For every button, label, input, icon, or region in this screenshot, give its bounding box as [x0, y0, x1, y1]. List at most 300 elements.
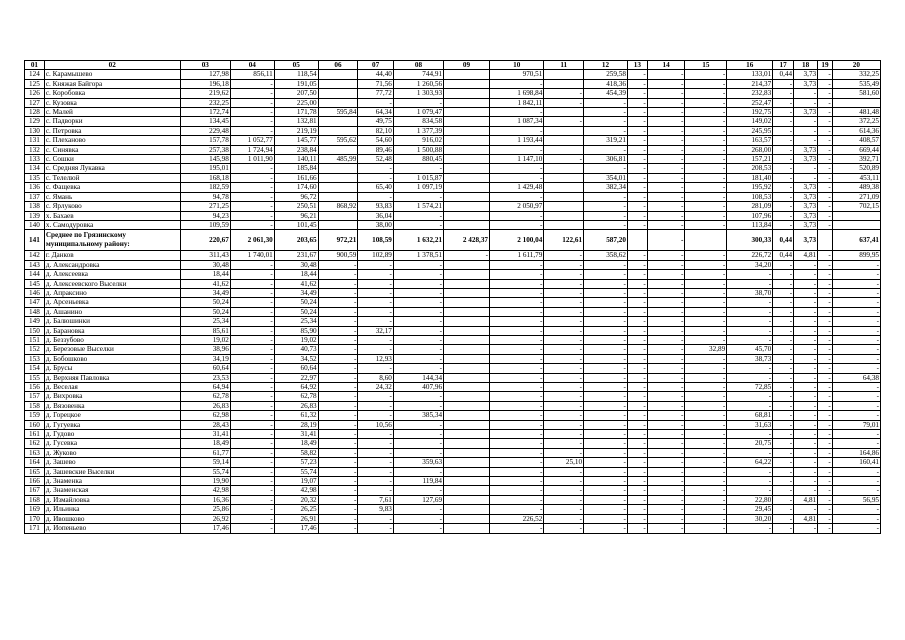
value-cell: - — [318, 354, 358, 363]
value-cell: - — [818, 220, 833, 229]
value-cell: 157,21 — [727, 155, 773, 164]
value-cell — [318, 98, 358, 107]
table-row — [25, 524, 881, 533]
value-cell: - — [647, 307, 685, 316]
value-cell: - — [794, 288, 818, 297]
value-cell: - — [544, 448, 584, 457]
value-cell: 30,20 — [727, 514, 773, 523]
table-row — [25, 354, 881, 363]
value-cell: 238,84 — [274, 145, 318, 154]
value-cell: - — [393, 505, 443, 514]
value-cell: - — [230, 505, 274, 514]
value-cell: - — [584, 202, 628, 211]
value-cell: - — [685, 270, 727, 279]
value-cell: 127,98 — [180, 70, 230, 79]
value-cell: 182,59 — [180, 183, 230, 192]
value-cell: - — [584, 354, 628, 363]
row-number-cell: 141 — [25, 230, 45, 251]
value-cell: - — [794, 270, 818, 279]
value-cell: - — [647, 220, 685, 229]
value-cell: 19,02 — [180, 335, 230, 344]
value-cell: 14 — [647, 61, 685, 70]
value-cell: - — [773, 98, 794, 107]
value-cell: - — [393, 420, 443, 429]
table-row — [25, 495, 881, 504]
value-cell: - — [727, 477, 773, 486]
row-number-cell: 132 — [25, 145, 45, 154]
value-cell: - — [647, 164, 685, 173]
locality-name-cell: д. Зашевские Выселки — [44, 467, 180, 476]
value-cell: 1 079,47 — [393, 108, 443, 117]
value-cell: - — [647, 430, 685, 439]
value-cell: 168,18 — [180, 173, 230, 182]
value-cell — [444, 260, 490, 269]
value-cell: - — [490, 420, 544, 429]
value-cell: - — [647, 155, 685, 164]
value-cell: 133,01 — [727, 70, 773, 79]
locality-name-cell: с. Карамышево — [44, 70, 180, 79]
table-row — [25, 155, 881, 164]
row-number-cell: 147 — [25, 298, 45, 307]
value-cell: 38,00 — [358, 220, 394, 229]
value-cell: - — [230, 220, 274, 229]
value-cell: 13 — [627, 61, 647, 70]
value-cell: - — [627, 458, 647, 467]
value-cell: - — [358, 345, 394, 354]
value-cell: 24,32 — [358, 383, 394, 392]
value-cell: - — [490, 108, 544, 117]
value-cell: - — [832, 364, 880, 373]
value-cell: - — [773, 401, 794, 410]
value-cell: 79,01 — [832, 420, 880, 429]
locality-name-cell: д. Барановка — [44, 326, 180, 335]
value-cell: - — [393, 317, 443, 326]
value-cell — [444, 401, 490, 410]
value-cell: 85,90 — [274, 326, 318, 335]
value-cell: - — [627, 173, 647, 182]
value-cell: - — [647, 467, 685, 476]
value-cell: - — [685, 411, 727, 420]
table-row — [25, 373, 881, 382]
row-number-cell: 164 — [25, 458, 45, 467]
value-cell: - — [773, 495, 794, 504]
value-cell: - — [647, 373, 685, 382]
value-cell: - — [818, 317, 833, 326]
value-cell: - — [818, 211, 833, 220]
value-cell: 19,90 — [180, 477, 230, 486]
value-cell: - — [647, 79, 685, 88]
value-cell: - — [358, 298, 394, 307]
value-cell: 1 500,88 — [393, 145, 443, 154]
locality-name-cell: д. Бобошково — [44, 354, 180, 363]
value-cell: 1 377,39 — [393, 126, 443, 135]
value-cell: 8,60 — [358, 373, 394, 382]
value-cell: - — [490, 430, 544, 439]
value-cell: 195,01 — [180, 164, 230, 173]
value-cell: - — [544, 392, 584, 401]
row-number-cell: 156 — [25, 383, 45, 392]
value-cell: - — [627, 279, 647, 288]
value-cell: - — [818, 270, 833, 279]
locality-name-cell: д. Знаменка — [44, 477, 180, 486]
value-cell: 127,69 — [393, 495, 443, 504]
table-row — [25, 477, 881, 486]
value-cell: - — [832, 326, 880, 335]
row-number-cell: 158 — [25, 401, 45, 410]
value-cell: 231,67 — [274, 251, 318, 260]
value-cell: - — [584, 505, 628, 514]
row-number-cell: 160 — [25, 420, 45, 429]
value-cell: - — [818, 495, 833, 504]
value-cell: - — [318, 373, 358, 382]
value-cell: 453,11 — [832, 173, 880, 182]
value-cell: - — [647, 495, 685, 504]
value-cell: - — [584, 270, 628, 279]
locality-name-cell: д. Балюшинки — [44, 317, 180, 326]
value-cell: 1 097,19 — [393, 183, 443, 192]
value-cell: - — [230, 439, 274, 448]
value-cell — [444, 326, 490, 335]
value-cell: - — [685, 420, 727, 429]
locality-name-cell: х. Бахаев — [44, 211, 180, 220]
value-cell — [444, 117, 490, 126]
value-cell: - — [832, 401, 880, 410]
value-cell: - — [794, 354, 818, 363]
row-number-cell: 146 — [25, 288, 45, 297]
value-cell: 281,09 — [727, 202, 773, 211]
row-number-cell: 126 — [25, 89, 45, 98]
value-cell: - — [685, 79, 727, 88]
value-cell: - — [832, 439, 880, 448]
value-cell: - — [685, 298, 727, 307]
value-cell: - — [647, 89, 685, 98]
value-cell: - — [818, 448, 833, 457]
value-cell: - — [584, 260, 628, 269]
value-cell: - — [544, 401, 584, 410]
value-cell: 108,53 — [727, 192, 773, 201]
value-cell: - — [627, 524, 647, 533]
value-cell: - — [685, 514, 727, 523]
value-cell: - — [818, 335, 833, 344]
value-cell: - — [358, 173, 394, 182]
value-cell: - — [318, 467, 358, 476]
value-cell: - — [647, 230, 685, 251]
value-cell — [544, 211, 584, 220]
table-row — [25, 458, 881, 467]
value-cell: - — [627, 164, 647, 173]
value-cell: - — [490, 220, 544, 229]
value-cell: 268,00 — [727, 145, 773, 154]
value-cell: 834,58 — [393, 117, 443, 126]
value-cell: - — [318, 383, 358, 392]
value-cell: - — [230, 392, 274, 401]
value-cell: - — [490, 288, 544, 297]
value-cell: - — [318, 420, 358, 429]
value-cell — [444, 108, 490, 117]
value-cell: - — [818, 136, 833, 145]
value-cell: - — [318, 288, 358, 297]
value-cell: 300,33 — [727, 230, 773, 251]
table-row — [25, 183, 881, 192]
value-cell: 252,47 — [727, 98, 773, 107]
value-cell: - — [230, 335, 274, 344]
value-cell: - — [490, 145, 544, 154]
value-cell: - — [318, 401, 358, 410]
locality-name-cell: д. Иопеньево — [44, 524, 180, 533]
value-cell: 60,64 — [274, 364, 318, 373]
table-row — [25, 117, 881, 126]
value-cell: - — [358, 486, 394, 495]
value-cell: - — [318, 392, 358, 401]
value-cell: 581,60 — [832, 89, 880, 98]
value-cell — [627, 230, 647, 251]
value-cell: - — [818, 401, 833, 410]
value-cell: - — [794, 279, 818, 288]
value-cell: - — [794, 307, 818, 316]
value-cell: - — [230, 364, 274, 373]
locality-name-cell: с. Коробовка — [44, 89, 180, 98]
value-cell: - — [773, 448, 794, 457]
value-cell: 3,73 — [794, 183, 818, 192]
value-cell: - — [727, 279, 773, 288]
row-number-cell: 154 — [25, 364, 45, 373]
value-cell: 32,17 — [358, 326, 394, 335]
value-cell: 18,44 — [180, 270, 230, 279]
value-cell: - — [818, 439, 833, 448]
value-cell: - — [584, 411, 628, 420]
row-number-cell: 166 — [25, 477, 45, 486]
value-cell: - — [490, 79, 544, 88]
value-cell: - — [230, 373, 274, 382]
table-row — [25, 251, 881, 260]
value-cell: - — [794, 98, 818, 107]
value-cell: - — [490, 411, 544, 420]
value-cell: 972,21 — [318, 230, 358, 251]
value-cell: - — [627, 373, 647, 382]
value-cell: - — [318, 307, 358, 316]
table-row — [25, 164, 881, 173]
value-cell: - — [647, 270, 685, 279]
value-cell: - — [685, 477, 727, 486]
value-cell: - — [773, 420, 794, 429]
value-cell: - — [393, 298, 443, 307]
value-cell: 11 — [544, 61, 584, 70]
value-cell: 56,95 — [832, 495, 880, 504]
value-cell: - — [318, 326, 358, 335]
value-cell: 07 — [358, 61, 394, 70]
value-cell: 140,11 — [274, 155, 318, 164]
value-cell: 09 — [444, 61, 490, 70]
value-cell: - — [773, 505, 794, 514]
value-cell: - — [584, 164, 628, 173]
value-cell: - — [230, 458, 274, 467]
value-cell: 68,81 — [727, 411, 773, 420]
value-cell: - — [490, 401, 544, 410]
value-cell: 900,59 — [318, 251, 358, 260]
value-cell: - — [818, 307, 833, 316]
value-cell: - — [773, 89, 794, 98]
value-cell: - — [318, 458, 358, 467]
row-number-cell: 131 — [25, 136, 45, 145]
value-cell: - — [230, 260, 274, 269]
value-cell: - — [544, 467, 584, 476]
value-cell — [318, 173, 358, 182]
value-cell: 08 — [393, 61, 443, 70]
value-cell: - — [393, 307, 443, 316]
locality-name-cell: Среднее по Грязинскому муниципальному району: — [44, 230, 180, 251]
value-cell: 1 574,21 — [393, 202, 443, 211]
value-cell — [444, 486, 490, 495]
table-row — [25, 335, 881, 344]
value-cell: - — [727, 467, 773, 476]
row-number-cell: 127 — [25, 98, 45, 107]
value-cell: - — [647, 70, 685, 79]
value-cell: 25,34 — [180, 317, 230, 326]
value-cell: 614,36 — [832, 126, 880, 135]
value-cell: - — [685, 251, 727, 260]
value-cell: - — [358, 411, 394, 420]
value-cell: - — [818, 126, 833, 135]
value-cell: - — [544, 354, 584, 363]
value-cell: - — [393, 430, 443, 439]
value-cell: - — [358, 430, 394, 439]
value-cell: - — [647, 335, 685, 344]
value-cell — [544, 136, 584, 145]
locality-name-cell: д. Гусевка — [44, 439, 180, 448]
value-cell: - — [584, 145, 628, 154]
value-cell: - — [584, 326, 628, 335]
value-cell: - — [647, 420, 685, 429]
value-cell: - — [685, 70, 727, 79]
value-cell: - — [393, 98, 443, 107]
value-cell: - — [584, 467, 628, 476]
value-cell: - — [794, 486, 818, 495]
value-cell — [444, 420, 490, 429]
value-cell: - — [230, 411, 274, 420]
value-cell: - — [685, 364, 727, 373]
value-cell: 102,89 — [358, 251, 394, 260]
value-cell: - — [358, 524, 394, 533]
value-cell: - — [584, 279, 628, 288]
value-cell: - — [818, 458, 833, 467]
value-cell: - — [832, 345, 880, 354]
value-cell — [685, 230, 727, 251]
value-cell: - — [685, 220, 727, 229]
value-cell: - — [544, 155, 584, 164]
value-cell: 149,02 — [727, 117, 773, 126]
value-cell: - — [544, 364, 584, 373]
value-cell: - — [584, 298, 628, 307]
value-cell: - — [685, 307, 727, 316]
value-cell: - — [230, 108, 274, 117]
value-cell: - — [773, 279, 794, 288]
value-cell: - — [818, 477, 833, 486]
value-cell: - — [393, 211, 443, 220]
value-cell: - — [832, 270, 880, 279]
table-row — [25, 430, 881, 439]
value-cell: 0,44 — [773, 251, 794, 260]
value-cell: - — [393, 279, 443, 288]
value-cell: - — [685, 354, 727, 363]
value-cell — [444, 136, 490, 145]
value-cell: 392,71 — [832, 155, 880, 164]
value-cell: 1 303,93 — [393, 89, 443, 98]
value-cell: - — [393, 467, 443, 476]
row-number-cell: 124 — [25, 70, 45, 79]
value-cell: - — [647, 383, 685, 392]
table-row — [25, 220, 881, 229]
value-cell: - — [773, 411, 794, 420]
value-cell: 18,49 — [180, 439, 230, 448]
value-cell — [444, 477, 490, 486]
value-cell: 520,89 — [832, 164, 880, 173]
value-cell: - — [544, 98, 584, 107]
value-cell: 20 — [832, 61, 880, 70]
value-cell: - — [794, 326, 818, 335]
value-cell: - — [773, 164, 794, 173]
value-cell: 1 611,79 — [490, 251, 544, 260]
value-cell: - — [318, 430, 358, 439]
locality-name-cell: с. Ярлуково — [44, 202, 180, 211]
locality-name-cell: с. Фащевка — [44, 183, 180, 192]
row-number-cell: 150 — [25, 326, 45, 335]
value-cell: - — [230, 89, 274, 98]
value-cell: - — [318, 411, 358, 420]
table-row — [25, 145, 881, 154]
value-cell: - — [627, 298, 647, 307]
value-cell: - — [490, 354, 544, 363]
table-row — [25, 89, 881, 98]
value-cell: 94,23 — [180, 211, 230, 220]
value-cell: - — [727, 270, 773, 279]
value-cell: 856,11 — [230, 70, 274, 79]
value-cell: - — [794, 524, 818, 533]
value-cell: - — [393, 364, 443, 373]
value-cell: - — [818, 155, 833, 164]
locality-name-cell: д. Алексеевского Выселки — [44, 279, 180, 288]
value-cell — [544, 220, 584, 229]
value-cell: - — [818, 373, 833, 382]
value-cell: - — [818, 298, 833, 307]
value-cell: - — [832, 279, 880, 288]
value-cell: - — [490, 383, 544, 392]
value-cell: - — [727, 373, 773, 382]
value-cell: - — [818, 392, 833, 401]
value-cell — [444, 524, 490, 533]
value-cell: - — [647, 192, 685, 201]
value-cell: - — [393, 486, 443, 495]
value-cell: 22,80 — [727, 495, 773, 504]
value-cell — [544, 183, 584, 192]
value-cell: - — [393, 524, 443, 533]
value-cell: - — [773, 524, 794, 533]
value-cell — [318, 164, 358, 173]
value-cell: 226,52 — [490, 514, 544, 523]
value-cell: - — [358, 192, 394, 201]
table-row — [25, 136, 881, 145]
value-cell: 17,46 — [180, 524, 230, 533]
row-number-cell: 01 — [25, 61, 45, 70]
value-cell: - — [490, 458, 544, 467]
value-cell: 899,95 — [832, 251, 880, 260]
value-cell: - — [818, 288, 833, 297]
value-cell: - — [584, 486, 628, 495]
value-cell: - — [230, 514, 274, 523]
value-cell — [444, 373, 490, 382]
value-cell: 192,75 — [727, 108, 773, 117]
value-cell — [444, 307, 490, 316]
value-cell: - — [773, 383, 794, 392]
